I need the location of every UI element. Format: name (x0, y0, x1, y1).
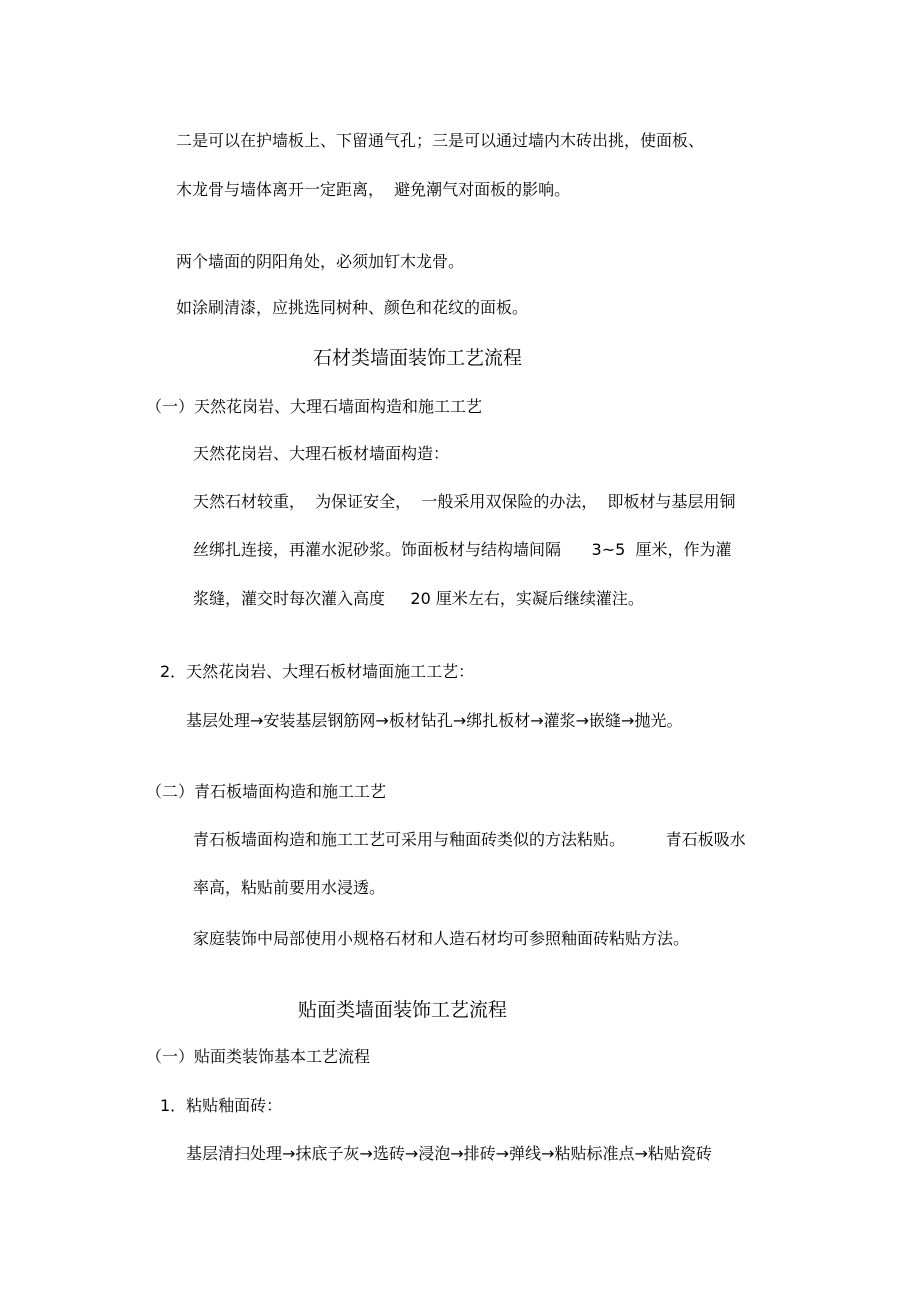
paragraph-line: 二是可以在护墙板上、下留通气孔；三是可以通过墙内木砖出挑，使面板、 (176, 131, 705, 150)
process-flow-line: 基层处理→安装基层钢筋网→板材钻孔→绑扎板材→灌浆→嵌缝→抛光。 (186, 711, 683, 730)
paragraph-line: 天然石材较重， 为保证安全， 一般采用双保险的办法， 即板材与基层用铜 (193, 492, 736, 511)
subsection-heading: （一）天然花岗岩、大理石墙面构造和施工工艺 (146, 397, 483, 416)
paragraph-line: 浆缝，灌交时每次灌入高度 20 厘米左右，实凝后继续灌注。 (193, 589, 644, 608)
numbered-item-heading: 2．天然花岗岩、大理石板材墙面施工工艺： (160, 662, 475, 681)
paragraph-line: 率高，粘贴前要用水浸透。 (193, 878, 386, 897)
paragraph-line: 如涂刷清漆，应挑选同树种、颜色和花纹的面板。 (176, 298, 529, 317)
paragraph-line: 青石板墙面构造和施工工艺可采用与釉面砖类似的方法粘贴。 青石板吸水 (193, 830, 746, 849)
numbered-item-heading: 1．粘贴釉面砖： (160, 1096, 283, 1115)
paragraph-line: 两个墙面的阴阳角处，必须加钉木龙骨。 (176, 252, 465, 271)
subsection-heading: （二）青石板墙面构造和施工工艺 (146, 782, 387, 801)
paragraph-line: 丝绑扎连接，再灌水泥砂浆。饰面板材与结构墙间隔 3~5 厘米，作为灌 (193, 540, 732, 559)
section-heading: 贴面类墙面装饰工艺流程 (298, 999, 508, 1021)
paragraph-line: 木龙骨与墙体离开一定距离， 避免潮气对面板的影响。 (176, 180, 571, 199)
subsection-heading: （一）贴面类装饰基本工艺流程 (146, 1047, 371, 1066)
process-flow-line: 基层清扫处理→抹底子灰→选砖→浸泡→排砖→弹线→粘贴标准点→粘贴瓷砖 (186, 1144, 712, 1163)
paragraph-line: 天然花岗岩、大理石板材墙面构造： (193, 444, 450, 463)
section-heading: 石材类墙面装饰工艺流程 (313, 347, 523, 369)
paragraph-line: 家庭装饰中局部使用小规格石材和人造石材均可参照釉面砖粘贴方法。 (193, 929, 690, 948)
